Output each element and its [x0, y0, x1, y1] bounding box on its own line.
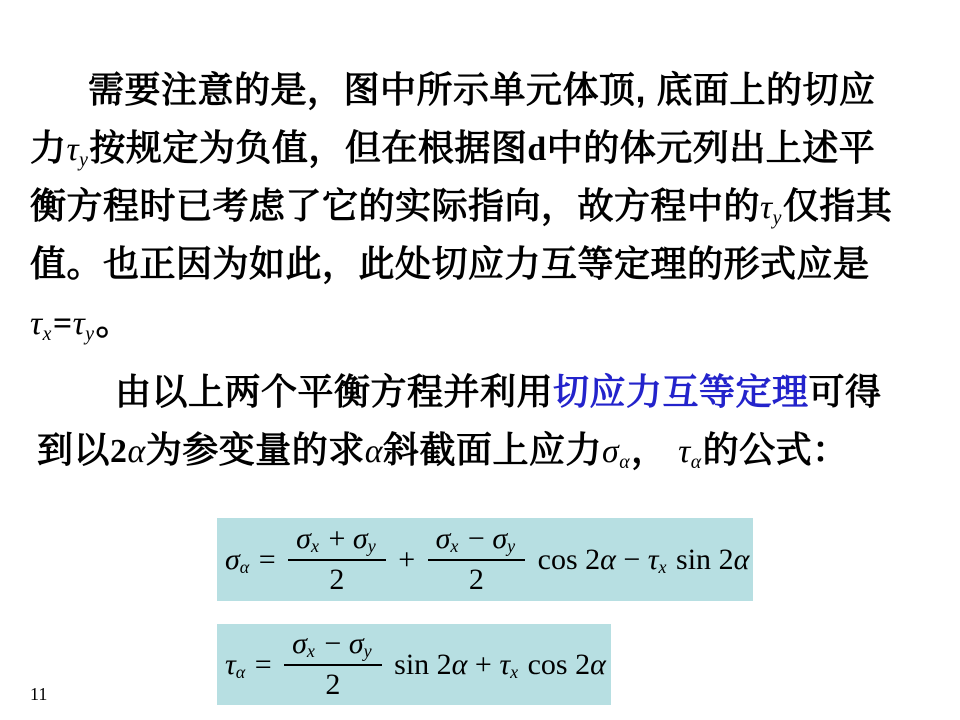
- text-token: 2: [468, 563, 484, 596]
- text-token: α: [733, 542, 750, 576]
- text-token: 到以: [37, 429, 111, 470]
- text-token: σ: [435, 522, 451, 555]
- text-token: τ: [499, 647, 511, 681]
- text-token: 力: [30, 127, 67, 168]
- text-token: 的公式：: [702, 429, 849, 470]
- text-token: d: [527, 131, 547, 168]
- text-token: α: [235, 661, 246, 682]
- text-line: [37, 363, 947, 421]
- text-token: 2: [436, 647, 452, 681]
- text-token: σ: [492, 522, 508, 555]
- text-token: σ: [352, 522, 368, 555]
- text-token: σ: [602, 433, 620, 470]
- text-token: τ: [66, 131, 80, 168]
- text-token: x: [450, 536, 459, 557]
- text-token: 按规定为负值，但在根据图: [89, 127, 528, 168]
- text-token: x: [306, 641, 315, 662]
- text-token: +: [467, 647, 500, 681]
- text-token: α: [364, 433, 383, 470]
- text-token: σ: [225, 542, 240, 576]
- text-line: [30, 177, 945, 235]
- text-token: x: [42, 323, 52, 346]
- text-token: 中的体元列出上述平: [546, 127, 876, 168]
- text-token: 衡方程时已考虑了它的实际指向，故方程中的: [30, 185, 761, 226]
- text-token: 2: [110, 433, 128, 470]
- text-token: 值。也正因为如此，此处切应力互等定理的形式应是: [30, 243, 870, 284]
- text-token: 2: [575, 647, 591, 681]
- text-token: =: [251, 542, 284, 576]
- text-token: sin: [386, 647, 437, 681]
- text-token: σ: [348, 627, 364, 660]
- text-token: τ: [30, 305, 43, 342]
- text-line: [30, 235, 945, 293]
- text-token: 可得: [808, 371, 882, 412]
- page-number: 11: [30, 684, 48, 704]
- text-token: 仅指其: [782, 185, 893, 226]
- text-token: τ: [760, 189, 773, 226]
- paragraph-note: [30, 61, 945, 351]
- highlighted-term: 切应力互等定理: [553, 371, 809, 412]
- text-token: =: [52, 305, 73, 342]
- fraction-denominator: [469, 561, 484, 597]
- fraction-numerator: [284, 627, 382, 666]
- text-token: 为参变量的求: [145, 429, 365, 470]
- text-token: τ: [647, 542, 659, 576]
- text-token: cos: [530, 542, 586, 576]
- text-token: x: [510, 661, 519, 682]
- text-token: +: [390, 542, 423, 576]
- text-token: y: [85, 323, 95, 346]
- fraction: [288, 522, 386, 597]
- text-token: α: [590, 647, 606, 681]
- text-token: 2: [325, 668, 341, 701]
- text-token: 需要注意的是，图中所示单元体顶, 底面上的切应: [88, 69, 876, 110]
- text-token: 2: [585, 542, 601, 576]
- text-token: cos: [520, 647, 576, 681]
- text-token: 2: [329, 563, 345, 596]
- text-line: [30, 119, 945, 177]
- text-token: ，: [631, 429, 679, 470]
- text-token: y: [772, 207, 782, 230]
- text-token: α: [619, 451, 631, 474]
- text-token: α: [690, 451, 702, 474]
- text-token: −: [460, 522, 493, 555]
- text-token: y: [363, 641, 372, 662]
- text-token: α: [600, 542, 616, 576]
- text-token: τ: [678, 433, 691, 470]
- text-token: τ: [225, 647, 236, 681]
- fraction: [284, 627, 382, 702]
- text-token: y: [367, 536, 376, 557]
- text-token: 2: [718, 542, 734, 576]
- text-token: 。: [95, 301, 133, 342]
- text-token: −: [316, 627, 349, 660]
- text-token: x: [658, 556, 667, 577]
- text-token: σ: [292, 627, 307, 660]
- text-token: x: [310, 536, 319, 557]
- text-line: [30, 61, 945, 119]
- fraction: [428, 522, 526, 597]
- fraction-numerator: [428, 522, 526, 561]
- text-token: y: [79, 149, 89, 172]
- fraction-numerator: [288, 522, 386, 561]
- text-token: τ: [72, 305, 86, 342]
- formula-tau-alpha: [217, 627, 606, 702]
- fraction-denominator: [329, 561, 344, 597]
- formula-box-tau-alpha: [217, 624, 611, 705]
- text-token: +: [320, 522, 353, 555]
- paragraph-derivation: [37, 363, 947, 479]
- fraction-denominator: [325, 666, 340, 702]
- text-token: 由以上两个平衡方程并利用: [115, 371, 554, 412]
- text-token: σ: [296, 522, 311, 555]
- text-token: α: [451, 647, 468, 681]
- text-token: −: [615, 542, 648, 576]
- formula-sigma-alpha: [217, 522, 749, 597]
- text-line: [37, 421, 947, 479]
- text-token: 斜截面上应力: [382, 429, 602, 470]
- text-token: α: [239, 556, 250, 577]
- text-token: α: [127, 433, 146, 470]
- text-line: [30, 293, 945, 351]
- text-token: =: [247, 647, 280, 681]
- text-token: sin: [668, 542, 719, 576]
- formula-box-sigma-alpha: [217, 518, 753, 601]
- text-token: y: [507, 536, 516, 557]
